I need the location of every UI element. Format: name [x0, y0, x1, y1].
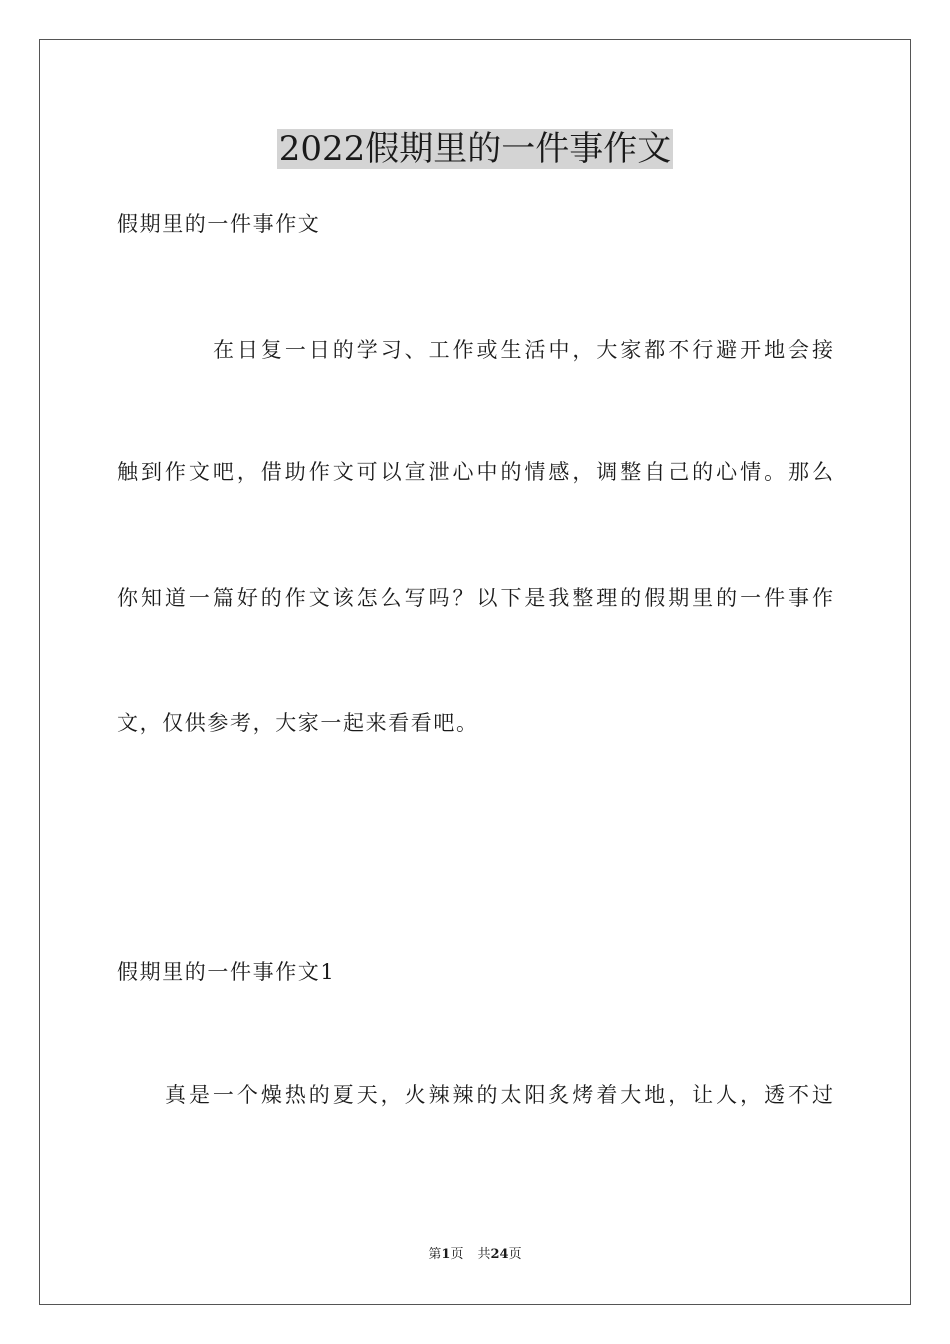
- section-heading: 假期里的一件事作文1: [117, 960, 336, 984]
- intro-line-4: 文，仅供参考，大家一起来看看吧。: [117, 711, 479, 735]
- document-title: [0, 126, 950, 172]
- footer-total-suffix: 页: [508, 1247, 522, 1262]
- footer-page-suffix: 页: [450, 1247, 464, 1262]
- footer-page-prefix: 第: [428, 1247, 442, 1262]
- document-title-text: 2022假期里的一件事作文: [278, 129, 672, 169]
- body-line-1: 真是一个燥热的夏天，火辣辣的太阳炙烤着大地，让人，透不过: [165, 1083, 833, 1107]
- intro-line-3: 你知道一篇好的作文该怎么写吗？以下是我整理的假期里的一件事作: [117, 586, 833, 610]
- intro-line-2: 触到作文吧，借助作文可以宣泄心中的情感，调整自己的心情。那么: [117, 460, 833, 484]
- page-footer: [0, 1246, 950, 1264]
- intro-line-1: 在日复一日的学习、工作或生活中，大家都不行避开地会接: [213, 338, 833, 362]
- document-subtitle: 假期里的一件事作文: [117, 212, 321, 236]
- footer-total-pages: 24: [490, 1247, 509, 1262]
- footer-page-number: 1: [441, 1247, 451, 1262]
- footer-total-prefix: 共: [477, 1247, 491, 1262]
